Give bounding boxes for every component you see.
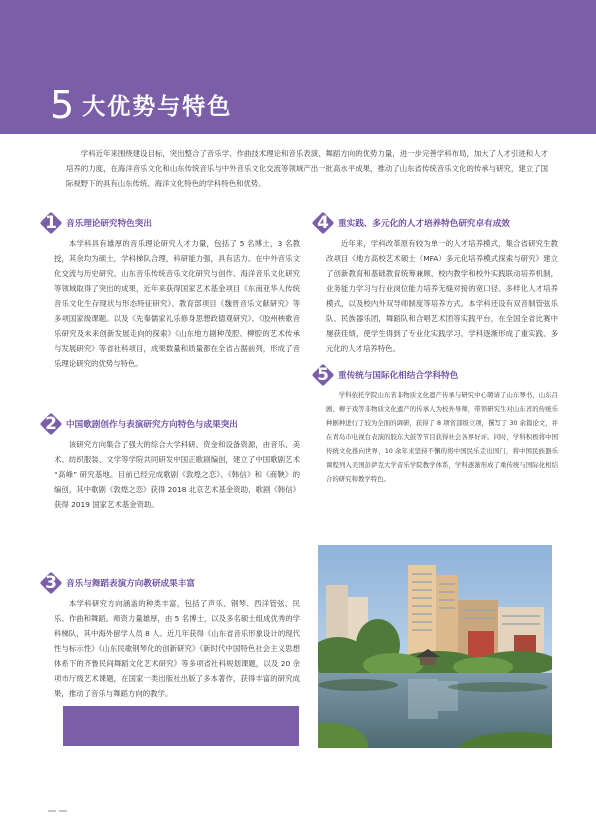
chapter-title: 大优势与特色 [82,94,233,120]
section-title: 音乐与舞蹈表演方向教研成果丰富 [66,579,195,589]
section-title: 中国歌剧创作与表演研究方向特色与成果突出 [66,420,238,430]
number-badge-icon: 1 [40,212,62,234]
number-badge-icon: 4 [312,212,334,234]
section-4 [312,212,558,356]
section-body: 近年来，学科改革原有较为单一的人才培养模式，集合省研究生教改项目《地方高校艺术硕士（MFA）多元化培养模式探索与研究》建立了创新教育和基础教育统筹兼顾、校内教学和校外实践联动培养机制，业务能力学习与行业岗位能力培养无缝对接的宽口径、多样化人才培养模式，以及校内外双导师制度等培养方式。本学科还设有双音制管弦乐队、民族器乐团，舞蹈队和合唱艺术团等实践平台，在全国全省比赛中屡获佳绩，使学生得到了专业化实践学习，学科逐渐形成了重实践、多元化的人才培养特色。 [326,239,558,353]
intro-paragraph: 学科近年来围绕建设目标，突出整合了音乐学、作曲技术理论和音乐表演、舞蹈方向的优势力量，进一步完善学科布局，加大了人才引进和人才培养的力度，在海洋音乐文化和山东传统音乐与中外音乐文化交流等领域产出一批高水平成果，推动了山东省传统音乐文化的传承与研究，建立了国际视野下的具有山东传统、海洋文化特色的学科特色和优势。 [66,149,548,188]
number-badge-icon: 5 [312,364,334,386]
section-heading [40,572,300,594]
section-title: 重实践、多元化的人才培养特色研究卓有成效 [338,219,510,229]
footer-color-block [63,706,299,746]
page-title [50,83,233,127]
section-title: 音乐理论研究特色突出 [66,219,152,229]
section-body: 学科依托学院山东省非物质文化遗产传承与研究中心聘请了山东琴书、山东吕剧、柳子戏等非物质文化遗产的传承人为校外导师，带领研究生对山东省的传统乐种剧种进行了较为全面的调研，获得了 8 项省部级立项，撰写了 30 余篇论文，并在青岛市电视台表演的胶东大鼓等节目获得社会各界好评。同时，学科积极将中国传统文化推向世界，10 余年来坚持不懈的将中国民乐走出国门，将中国民族器乐课程列入美国彭萨克大学音乐学院教学体系，学科逐渐形成了重传统与国际化相结合的研究和教学特色。 [326,391,558,483]
section-heading [312,364,558,386]
section-body: 本学科研究方向涵盖的种类丰富，包括了声乐、钢琴、西洋管弦、民乐、作曲和舞蹈。师资力量雄厚，由 5 名博士，以及多名硕士组成优秀的学科梯队，其中海外留学人员 8 人。近几年获得《山东省音乐形象设计的现代性与标示性》《山东民歌钢琴化的创新研究》《新时代中国特色社会主义思想体系下的齐鲁民间舞蹈文化艺术研究》等多项省社科规划课题，以及 20 余项市厅级艺术课题，在国家一类出版社出版了多本著作，获得丰富的研究成果，推动了音乐与舞蹈方向的教学。 [54,599,300,698]
chapter-number: 5 [50,83,75,127]
section-heading [312,212,558,234]
section-5 [312,364,558,486]
section-3 [40,572,300,701]
section-1 [40,212,300,371]
section-heading [40,413,300,435]
page-marker [48,797,88,803]
section-body: 本学科具有雄厚的音乐理论研究人才力量，包括了 5 名博士，3 名教授，其余均为硕士，学科梯队合理，科研能力强，具有活力。在中外音乐文化交流与历史研究、山东音乐传统音乐文化研究与创作、海洋音乐文化研究等领域取得了突出的成果，近年来获得国家艺术基金项目《东南亚华人传统音乐文化生存现状与形态特征研究》、教育部项目《魏晋音乐文献研究》等多项国家级课题。以及《先秦儒家礼乐修身思想政德观研究》、《胶州秧歌音乐研究及未来创新发展走向的探索》《山东地方剧种茂腔、柳腔的艺术传承与发展研究》等省社科项目，成果数量和质量都在全省占据前列，形成了音乐理论研究的优势与特色。 [54,239,300,368]
section-title: 重传统与国际化相结合学科特色 [338,371,459,381]
number-badge-icon: 3 [40,572,62,594]
campus-building-photo [318,545,552,748]
section-body: 该研究方向集合了强大的综合大学科研、资金和设备资源，由音乐、美术、纺织服装、文学等学院共同研发中国正歌剧编创，建立了中国歌剧艺术 “高峰” 研究基地。目前已经完成歌剧《敦煌之恋》、《韩信》和《商鞅》的编创，其中歌剧《敦煌之恋》获得 2018 北京艺术基金资助，歌剧《韩信》获得 2019 国家艺术基金资助。 [54,440,300,509]
number-badge-icon: 2 [40,413,62,435]
section-2 [40,413,300,512]
section-heading [40,212,300,234]
